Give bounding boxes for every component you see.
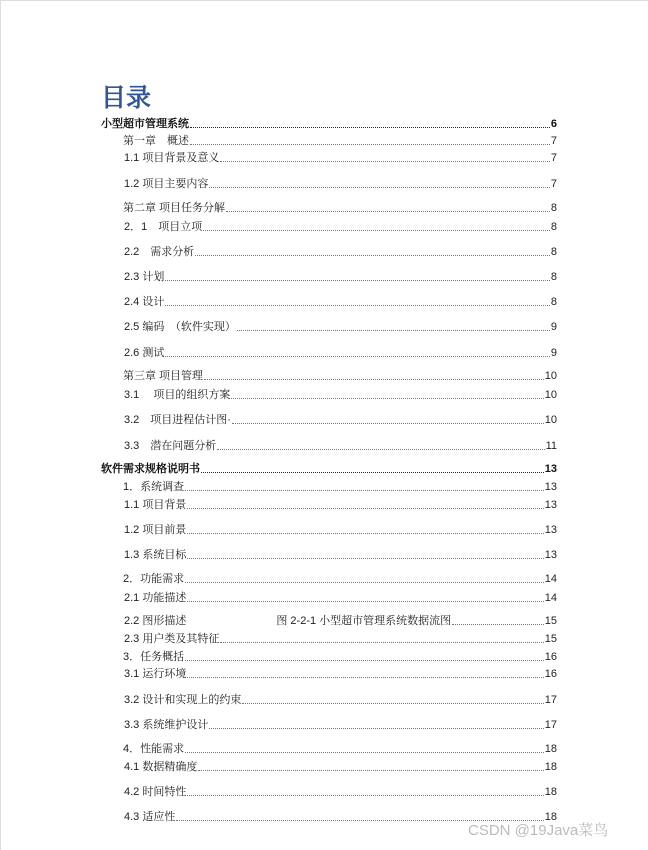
toc-entry-page-number: 13: [544, 524, 557, 536]
toc-entry-page-number: 13: [544, 463, 557, 475]
toc-leader-dots: [187, 795, 543, 796]
toc-entry-page-number: 17: [544, 694, 557, 706]
toc-entry-label: 3.3 系统维护设计: [124, 719, 209, 731]
toc-entry[interactable]: [124, 388, 557, 402]
toc-entry-page-number: 13: [544, 499, 557, 511]
toc-entry-page-number: 15: [544, 633, 557, 645]
toc-entry[interactable]: [124, 591, 557, 605]
toc-leader-dots: [220, 642, 543, 643]
toc-leader-dots: [237, 330, 550, 331]
toc-entry-label: 3.2 设计和实现上的约束: [124, 694, 242, 706]
toc-leader-dots: [452, 624, 544, 625]
toc-title: 目录: [101, 84, 152, 112]
toc-entry-label: 第一章 概述: [123, 135, 189, 147]
toc-leader-dots: [201, 472, 544, 473]
toc-leader-dots: [190, 127, 550, 128]
toc-entry[interactable]: [124, 320, 557, 334]
toc-leader-dots: [232, 423, 544, 424]
toc-entry-page-number: 7: [550, 178, 557, 190]
toc-leader-dots: [185, 490, 544, 491]
toc-entry-label: 2.2 需求分析: [124, 246, 195, 258]
toc-entry-label: 3.1 运行环境: [124, 668, 187, 680]
toc-entry-page-number: 11: [545, 440, 557, 452]
toc-entry-page-number: 18: [544, 811, 557, 823]
toc-entry[interactable]: [123, 201, 557, 215]
toc-entry-label: 2.5 编码 （软件实现）: [124, 321, 236, 333]
toc-leader-dots: [231, 398, 543, 399]
toc-entry-page-number: 10: [544, 370, 557, 382]
toc-entry-label: 1.2 项目主要内容: [124, 178, 209, 190]
toc-entry-figure-label: 图 2-2-1 小型超市管理系统数据流图: [276, 615, 452, 627]
toc-entry-page-number: 18: [544, 761, 557, 773]
toc-entry-label: 2.3 计划: [124, 271, 165, 283]
toc-entry-page-number: 15: [544, 615, 557, 627]
toc-entry-page-number: 17: [544, 719, 557, 731]
toc-leader-dots: [226, 211, 550, 212]
toc-entry[interactable]: [124, 632, 557, 646]
toc-entry-page-number: 13: [544, 549, 557, 561]
toc-entry-label: 4.3 适应性: [124, 811, 176, 823]
toc-entry-label: 软件需求规格说明书: [101, 463, 200, 475]
toc-entry-page-number: 8: [550, 202, 557, 214]
toc-leader-dots: [185, 582, 544, 583]
toc-entry[interactable]: [124, 151, 557, 165]
toc-entry[interactable]: [124, 760, 557, 774]
toc-entry-page-number: 8: [550, 296, 557, 308]
toc-entry-label: 2.3 用户类及其特征: [124, 633, 220, 645]
toc-entry[interactable]: [124, 177, 557, 191]
toc-leader-dots: [209, 187, 550, 188]
toc-entry[interactable]: [124, 220, 557, 234]
toc-entry-label: 2．功能需求: [123, 573, 185, 585]
toc-leader-dots: [185, 752, 544, 753]
toc-entry[interactable]: [124, 667, 557, 681]
toc-entry[interactable]: [124, 270, 557, 284]
toc-entry[interactable]: [123, 650, 557, 664]
toc-entry[interactable]: [124, 413, 557, 427]
toc-leader-dots: [165, 305, 550, 306]
toc-entry-page-number: 9: [550, 321, 557, 333]
toc-entry-label: 第三章 项目管理: [123, 370, 204, 382]
toc-entry[interactable]: [124, 346, 557, 360]
toc-entry[interactable]: [124, 614, 557, 628]
toc-entry-label: 2．1 项目立项: [124, 221, 203, 233]
toc-entry-page-number: 14: [544, 573, 557, 585]
toc-leader-dots: [165, 356, 550, 357]
toc-entry-label: 1.1 项目背景: [124, 499, 187, 511]
toc-leader-dots: [187, 677, 543, 678]
toc-leader-dots: [217, 449, 544, 450]
toc-leader-dots: [190, 144, 550, 145]
toc-entry-page-number: 8: [550, 246, 557, 258]
toc-entry-page-number: 7: [550, 152, 557, 164]
toc-leader-dots: [187, 601, 543, 602]
toc-entry[interactable]: [124, 693, 557, 707]
toc-entry-page-number: 8: [550, 271, 557, 283]
toc-entry-page-number: 14: [544, 592, 557, 604]
toc-leader-dots: [242, 703, 543, 704]
toc-entry[interactable]: [124, 439, 557, 453]
toc-entry[interactable]: [123, 572, 557, 586]
toc-entry-label: 第二章 项目任务分解: [123, 202, 226, 214]
toc-entry[interactable]: [123, 369, 557, 383]
toc-entry-page-number: 10: [544, 414, 557, 426]
toc-leader-dots: [209, 728, 543, 729]
toc-entry-page-number: 10: [544, 389, 557, 401]
toc-leader-dots: [195, 255, 550, 256]
toc-leader-dots: [187, 558, 543, 559]
toc-leader-dots: [220, 161, 550, 162]
toc-entry-label: 2.4 设计: [124, 296, 165, 308]
toc-entry-page-number: 8: [550, 221, 557, 233]
toc-entry-label: 3.3 潜在问题分析: [124, 440, 217, 452]
toc-entry-label: 小型超市管理系统: [101, 118, 189, 130]
toc-entry[interactable]: [124, 523, 557, 537]
toc-entry[interactable]: [123, 480, 557, 494]
toc-leader-dots: [204, 379, 544, 380]
toc-entry-label: 4.1 数据精确度: [124, 761, 198, 773]
toc-entry-page-number: 6: [550, 118, 557, 130]
toc-entry-label: 1．系统调查: [123, 481, 185, 493]
toc-entry[interactable]: [101, 462, 557, 476]
toc-entry-label: 2.1 功能描述: [124, 592, 187, 604]
toc-leader-dots: [185, 660, 544, 661]
toc-entry[interactable]: [123, 742, 557, 756]
toc-leader-dots: [187, 533, 543, 534]
toc-entry-label: 3.2 项目进程估计图·: [124, 414, 231, 426]
toc-entry-label: 2.6 测试: [124, 347, 165, 359]
toc-entry[interactable]: [124, 548, 557, 562]
toc-entry-page-number: 18: [544, 743, 557, 755]
toc-entry[interactable]: [101, 117, 557, 131]
toc-leader-dots: [187, 508, 543, 509]
toc-entry-label: 1.1 项目背景及意义: [124, 152, 220, 164]
toc-entry-label: 3．任务概括: [123, 651, 185, 663]
toc-leader-dots: [203, 230, 550, 231]
toc-leader-dots: [198, 770, 543, 771]
toc-entry-label: 1.2 项目前景: [124, 524, 187, 536]
toc-entry-label: 2.2 图形描述: [124, 615, 187, 627]
toc-entry[interactable]: [124, 718, 557, 732]
toc-entry-page-number: 7: [550, 135, 557, 147]
toc-entry[interactable]: [124, 245, 557, 259]
toc-entry-label: 3.1 项目的组织方案: [124, 389, 231, 401]
toc-entry[interactable]: [123, 134, 557, 148]
toc-entry[interactable]: [124, 295, 557, 309]
watermark: CSDN @19Java菜鸟: [468, 822, 609, 839]
toc-entry-label: 1.3 系统目标: [124, 549, 187, 561]
toc-entry-page-number: 18: [544, 786, 557, 798]
toc-entry[interactable]: [124, 498, 557, 512]
toc-entry-page-number: 16: [544, 651, 557, 663]
toc-leader-dots: [165, 280, 550, 281]
toc-entry-label: 4.2 时间特性: [124, 786, 187, 798]
toc-entry-page-number: 13: [544, 481, 557, 493]
toc-entry-page-number: 9: [550, 347, 557, 359]
toc-entry-label: 4．性能需求: [123, 743, 185, 755]
toc-entry-page-number: 16: [544, 668, 557, 680]
toc-entry[interactable]: [124, 785, 557, 799]
